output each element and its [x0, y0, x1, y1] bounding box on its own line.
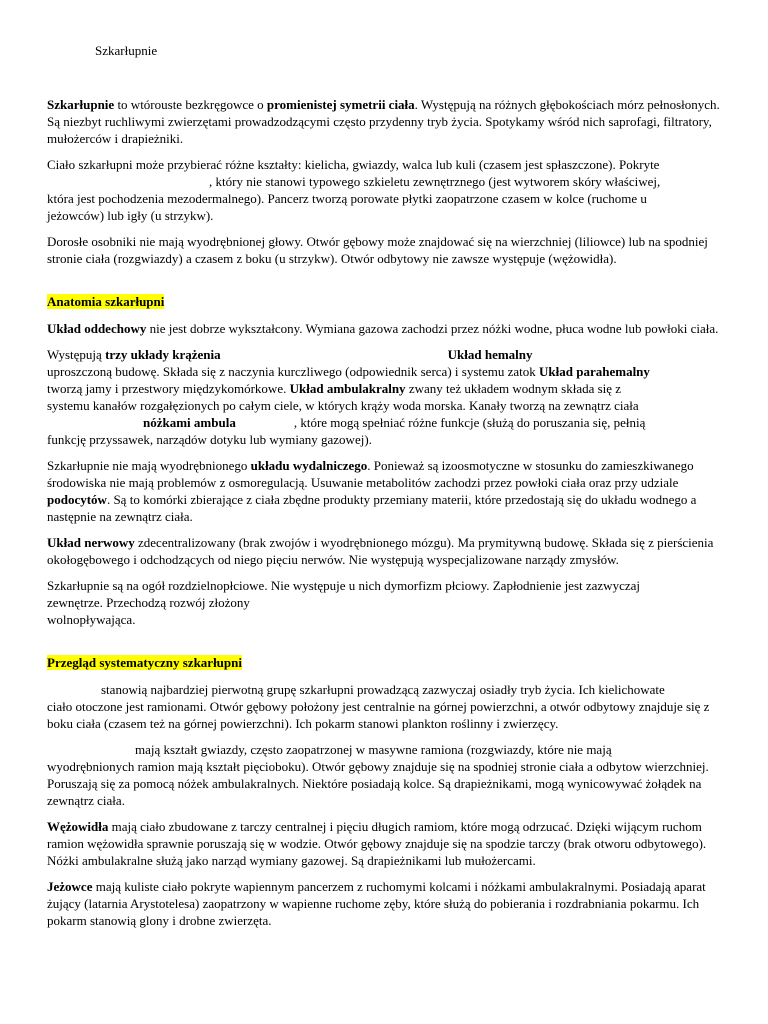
document-title: Szkarłupnie — [95, 43, 158, 58]
text-line — [47, 741, 727, 758]
intro-paragraph-3: Dorosłe osobniki nie mają wyodrębnionej głowy. Otwór gębowy może znajdować się na wierzchniej (liliowce) lub na spodniej stronie ciała (rozgwiazdy) a czasem z boku (u strzykw). Otwór odbytowy nie zawsze występuje (wężowidła). — [47, 234, 708, 266]
text-span: mają kuliste ciało pokryte wapiennym pancerzem z ruchomymi kolcami i nóżkami ambulakralnymi. Posiadają aparat żujący (latarnia Arystotelesa) zaopatrzony w wapienne ruchome zęby, które służą do pobierania i rozdrabniania pokarmu. Ich pokarm stanowią glony i drobne zwierzęta. — [47, 879, 706, 928]
term-respiratory: Układ oddechowy — [47, 321, 147, 336]
term-nervous: Układ nerwowy — [47, 535, 135, 550]
anatomy-paragraph-2 — [47, 346, 727, 448]
text-line — [47, 173, 727, 190]
term-hemal: Układ hemalny — [447, 347, 533, 362]
term-parahemal: Układ parahemalny — [539, 364, 650, 379]
text-span: zwany też układem wodnym składa się z — [405, 381, 622, 396]
term-podocytes: podocytów — [47, 492, 107, 507]
term-tube-feet: nóżkami ambula — [143, 415, 236, 430]
text-span: Występują — [47, 347, 106, 362]
text-line: Szkarłupnie są na ogół rozdzielnopłciowe. Nie występuje u nich dymorfizm płciowy. Zapłodnienie jest zazwyczaj — [47, 578, 640, 593]
text-line: zewnętrze. Przechodzą rozwój złożony — [47, 595, 250, 610]
text-span: Szkarłupnie nie mają wyodrębnionego — [47, 458, 251, 473]
text-line — [47, 346, 727, 363]
text-span: tworzą jamy i przestwory międzykomórkowe. — [47, 381, 290, 396]
document-page — [47, 42, 727, 929]
intro-paragraph-1 — [47, 96, 727, 147]
text-line: wolnopływająca. — [47, 612, 136, 627]
text-span: mają ciało zbudowane z tarczy centralnej i pięciu długich ramiom, które mogą odrzucać. Dzięki wijącym ruchom ramion wężowidła sprawnie poruszają się w wodzie. Otwór gębowy znajduje się na spodzie tarczy (brak otworu odbytowego). Nóżki ambulakralne służą jako narząd wymiany gazowej. Są drapieżnikami lub mułożercami. — [47, 819, 707, 868]
text-line: jeżowców) lub igły (u strzykw). — [47, 208, 214, 223]
text-span: , który nie stanowi typowego szkieletu zewnętrznego (jest wytworem skóry właściwej, — [209, 174, 661, 189]
anatomy-paragraph-1 — [47, 320, 727, 337]
anatomy-paragraph-5 — [47, 577, 727, 628]
text-line — [47, 681, 727, 698]
text-line — [47, 380, 727, 397]
text-line: funkcję przyssawek, narządów dotyku lub wymiany gazowej). — [47, 432, 372, 447]
term-ambulacral: Układ ambulakralny — [289, 381, 406, 396]
term-szkarlupnie: Szkarłupnie — [47, 97, 115, 112]
text-paragraph — [47, 293, 727, 310]
text-span: uproszczoną budowę. Składa się z naczynia kurczliwego (odpowiednik serca) i systemu zatok — [47, 364, 540, 379]
anatomy-heading: Anatomia szkarłupni — [47, 294, 165, 309]
systematic-heading: Przegląd systematyczny szkarłupni — [47, 655, 242, 670]
text-span: to wtórouste bezkręgowce o — [114, 97, 267, 112]
text-paragraph — [47, 654, 727, 671]
systematic-paragraph-2 — [47, 741, 727, 809]
text-span: . Ponieważ są izoosmotyczne w stosunku do zamieszkiwanego środowiska nie mają problemów z osmoregulacją. Usuwanie metabolitów zachodzi przez powłoki ciała oraz przy udziale — [47, 458, 694, 490]
text-span: mają kształt gwiazdy, często zaopatrzonej w masywne ramiona (rozgwiazdy, które nie mają — [135, 742, 612, 757]
text-span: . Występują na różnych głębokościach mórz pełnosłonych. Są niezbyt ruchliwymi zwierzętami prowadzodzącymi często przydenny tryb życia. Spotykamy wśród nich saprofagi, filtratory, mułożerców i drapieżniki. — [47, 97, 720, 146]
systematic-paragraph-3 — [47, 818, 727, 869]
text-span: ciało otoczone jest ramionami. Otwór gębowy położony jest centralnie na górnej powierzchni, a otwór odbytowy znajduje się z boku ciała (czasem też na górnej powierzchni). Ich pokarm stanowi plankton roślinny i zwierzęcy. — [47, 699, 710, 731]
text-span: nie jest dobrze wykształcony. Wymiana gazowa zachodzi przez nóżki wodne, płuca wodne lub powłoki ciała. — [146, 321, 719, 336]
text-span: wyodrębnionych ramion mają kształt pięcioboku). Otwór gębowy znajduje się na spodniej stronie ciała a odbytow wierzchniej. Poruszają się za pomocą nóżek ambulakralnych. Niektóre posiadają kolce. Są drapieżnikami, mogą wynicowywać żołądek na zewnątrz ciała. — [47, 759, 709, 808]
term-circulation: trzy układy krążenia — [105, 347, 221, 362]
anatomy-paragraph-4 — [47, 534, 727, 568]
text-span: . Są to komórki zbierające z ciała zbędne produkty przemiany materii, które przedostają się do układu wodnego a następnie na zewnątrz ciała. — [47, 492, 697, 524]
term-excretory: układu wydalniczego — [250, 458, 368, 473]
term-symmetry: promienistej symetrii ciała — [266, 97, 415, 112]
text-line: systemu kanałów rozgałęzionych po całym ciele, w których krąży woda morska. Kanały tworzą na zewnątrz ciała — [47, 398, 639, 413]
term-sea-urchins: Jeżowce — [47, 879, 93, 894]
text-span: , które mogą spełniać różne funkcje (służą do poruszania się, pełnią — [293, 415, 646, 430]
text-span: stanowią najbardziej pierwotną grupę szkarłupni prowadzącą zazwyczaj osiadły tryb życia. Ich kielichowate — [101, 682, 665, 697]
text-line: która jest pochodzenia mezodermalnego). Pancerz tworzą porowate płytki zaopatrzone czasem w kolce (ruchome u — [47, 191, 647, 206]
intro-paragraph-2 — [47, 156, 727, 224]
systematic-paragraph-4 — [47, 878, 727, 929]
text-line — [47, 414, 727, 431]
anatomy-paragraph-3 — [47, 457, 727, 525]
text-line: Ciało szkarłupni może przybierać różne kształty: kielicha, gwiazdy, walca lub kuli (czasem jest spłaszczone). Pokryte — [47, 157, 660, 172]
text-span: zdecentralizowany (brak zwojów i wyodrębnionego mózgu). Ma prymitywną budowę. Składa się z pierścienia okołogębowego i odchodzących od niego pięciu nerwów. Nie występują wyspecjalizowane narządy zmysłów. — [47, 535, 714, 567]
systematic-paragraph-1 — [47, 681, 727, 732]
term-brittle-stars: Wężowidła — [47, 819, 109, 834]
text-line — [47, 363, 727, 380]
